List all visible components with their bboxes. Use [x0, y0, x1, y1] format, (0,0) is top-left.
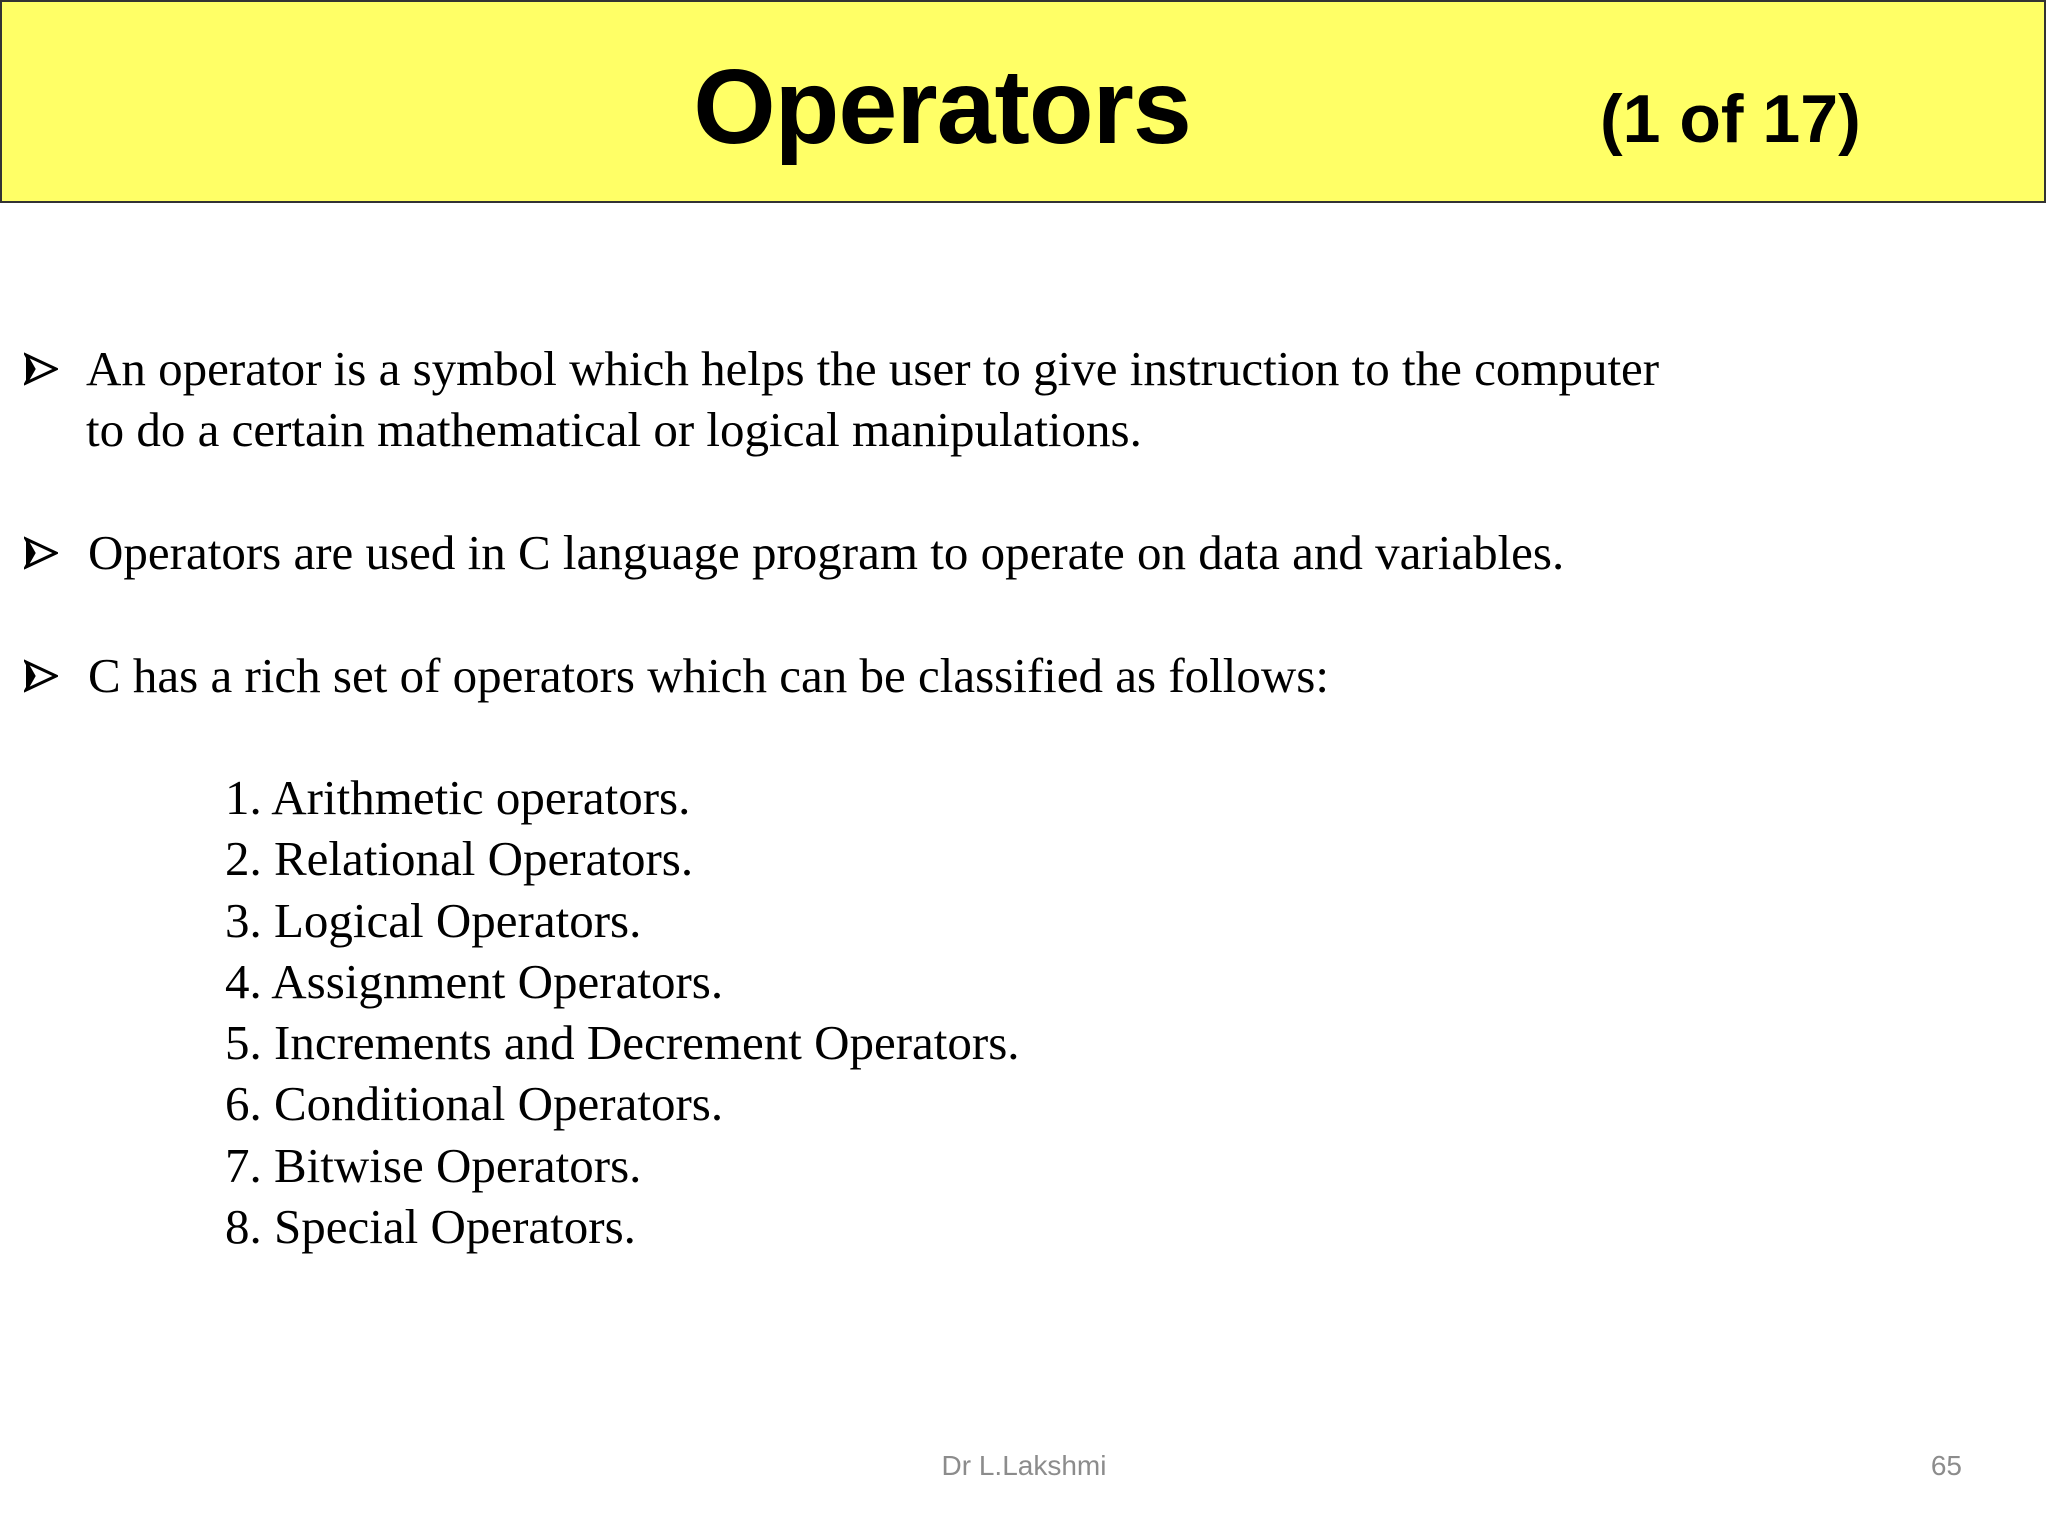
slide-counter: (1 of 17) — [1600, 81, 1861, 157]
arrowhead-bullet-icon — [24, 659, 58, 693]
operator-type-item: 6. Conditional Operators. — [225, 1076, 724, 1132]
footer-author: Dr L.Lakshmi — [941, 1450, 1107, 1481]
slide-title: Operators — [693, 48, 1191, 166]
bullet-text: Operators are used in C language program to operate on data and variables. — [88, 525, 1565, 580]
operator-type-item: 1. Arithmetic operators. — [225, 770, 691, 825]
operator-type-item: 5. Increments and Decrement Operators. — [225, 1015, 1020, 1071]
arrowhead-bullet-icon — [24, 536, 58, 570]
page-number: 65 — [1930, 1450, 1962, 1481]
bullet-text: C has a rich set of operators which can be classified as follows: — [88, 648, 1329, 703]
title-banner — [0, 0, 2046, 203]
operator-type-item: 7. Bitwise Operators. — [225, 1137, 642, 1193]
bullet-text: An operator is a symbol which helps the user to give instruction to the computer to do a certain mathematical or logical manipulations. — [86, 341, 1660, 457]
arrowhead-bullet-icon — [24, 352, 58, 386]
operator-type-item: 3. Logical Operators. — [225, 892, 642, 948]
operator-type-item: 8. Special Operators. — [225, 1199, 636, 1255]
operator-type-item: 4. Assignment Operators. — [225, 953, 724, 1009]
operator-type-item: 2. Relational Operators. — [225, 831, 694, 887]
operator-types-list — [225, 767, 1020, 1257]
